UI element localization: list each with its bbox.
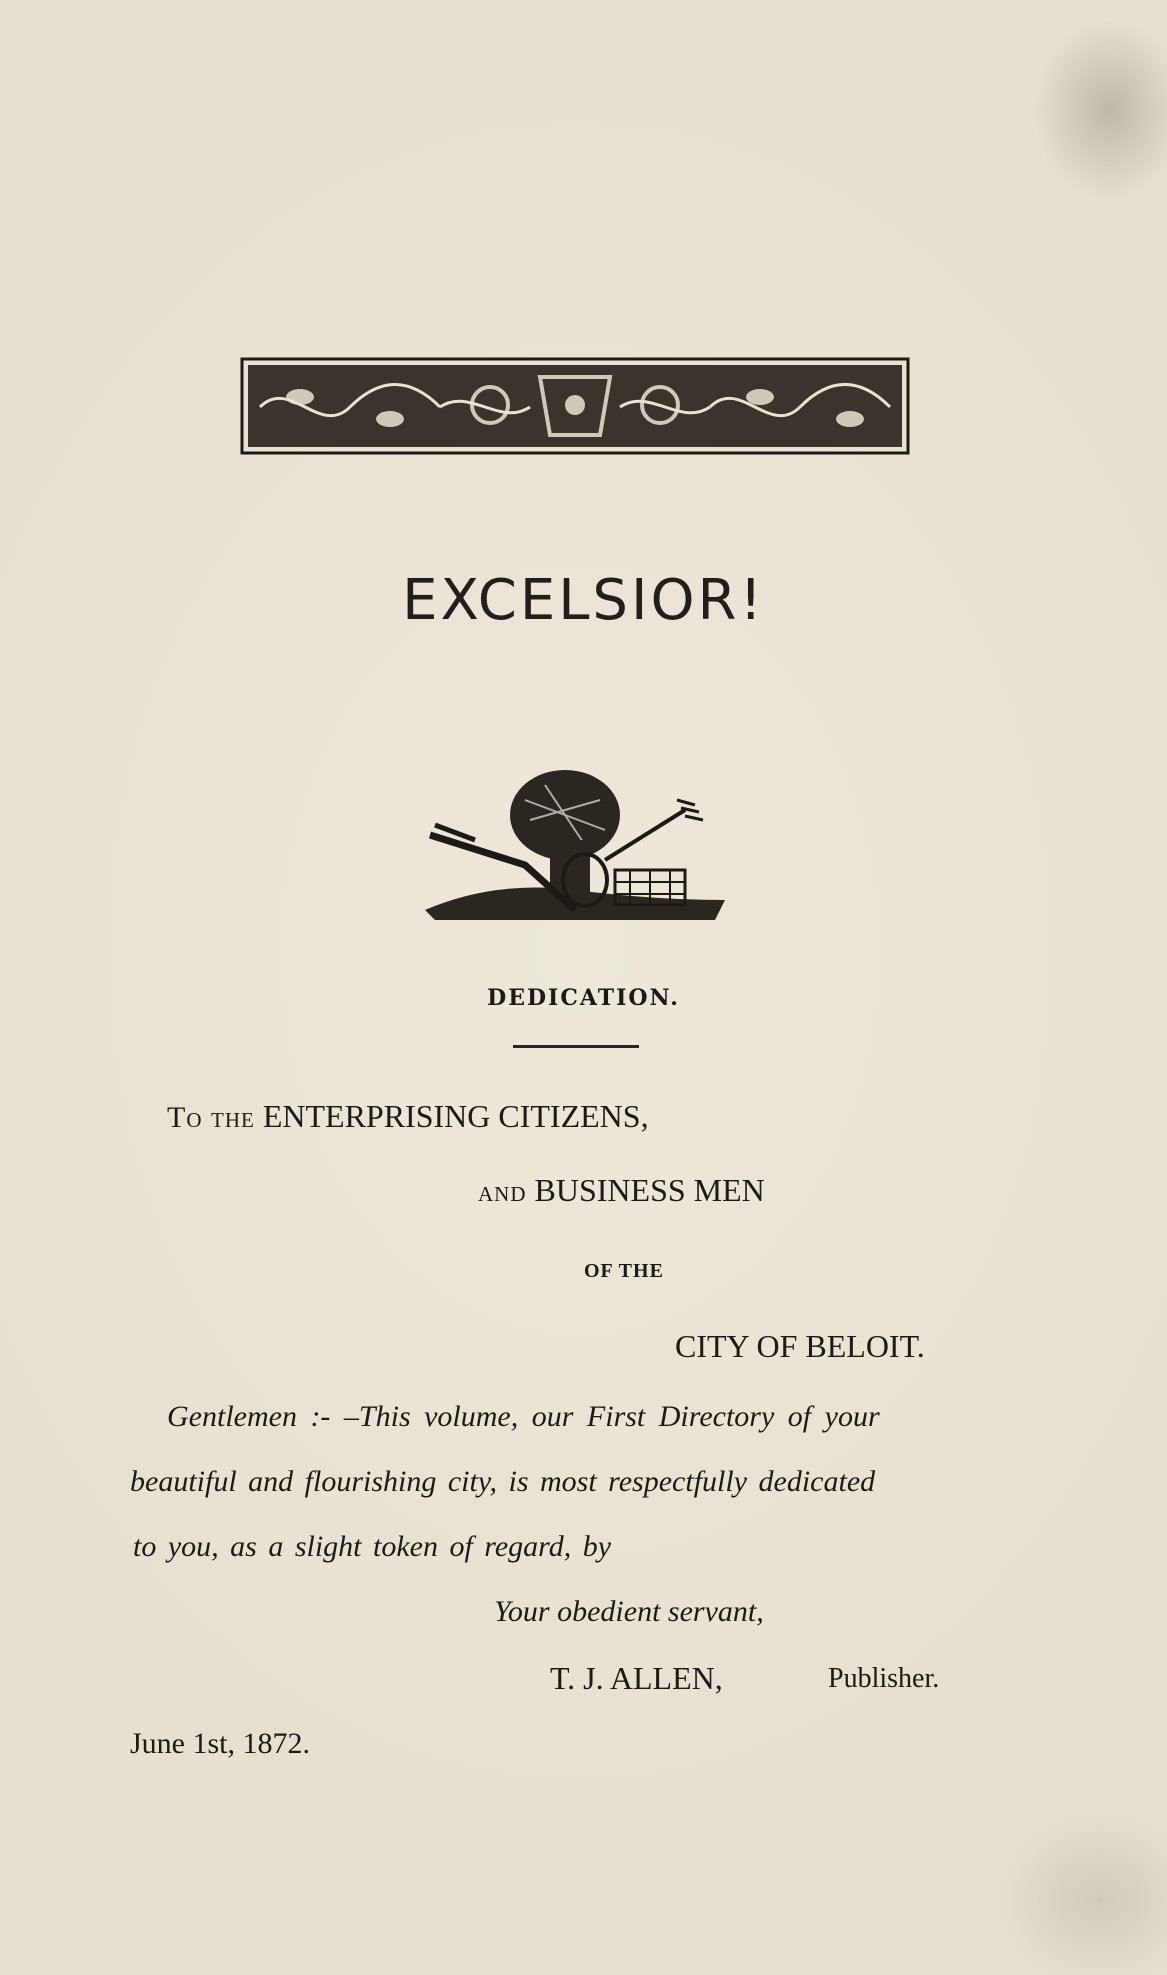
address-line-3: OF THE [584,1260,664,1282]
signature-name: T. J. ALLEN, [550,1660,723,1696]
address-line-2 [478,1172,765,1209]
agricultural-vignette-plow-wheatsheaf [415,760,730,925]
floral-ornament-banner [240,357,910,455]
address-line-1-prefix: To the [167,1101,255,1134]
page-title: EXCELSIOR! [402,568,765,633]
signature-role: Publisher. [828,1663,940,1694]
address-line-4: CITY OF BELOIT. [675,1328,925,1364]
body-line-1: Gentlemen :- –This volume, our First Directory of your [167,1400,880,1433]
publication-date: June 1st, 1872. [130,1727,310,1760]
dedication-heading: DEDICATION. [487,985,680,1011]
closing-line: Your obedient servant, [494,1595,764,1628]
address-line-2-prefix: and [478,1175,527,1208]
address-line-2-main: BUSINESS MEN [534,1172,765,1208]
body-line-3: to you, as a slight token of regard, by [133,1530,612,1563]
address-line-1 [167,1098,649,1135]
divider-rule [513,1045,639,1048]
address-line-1-main: ENTERPRISING CITIZENS, [262,1098,649,1134]
body-line-2: beautiful and flourishing city, is most respectfully dedicated [130,1465,876,1498]
